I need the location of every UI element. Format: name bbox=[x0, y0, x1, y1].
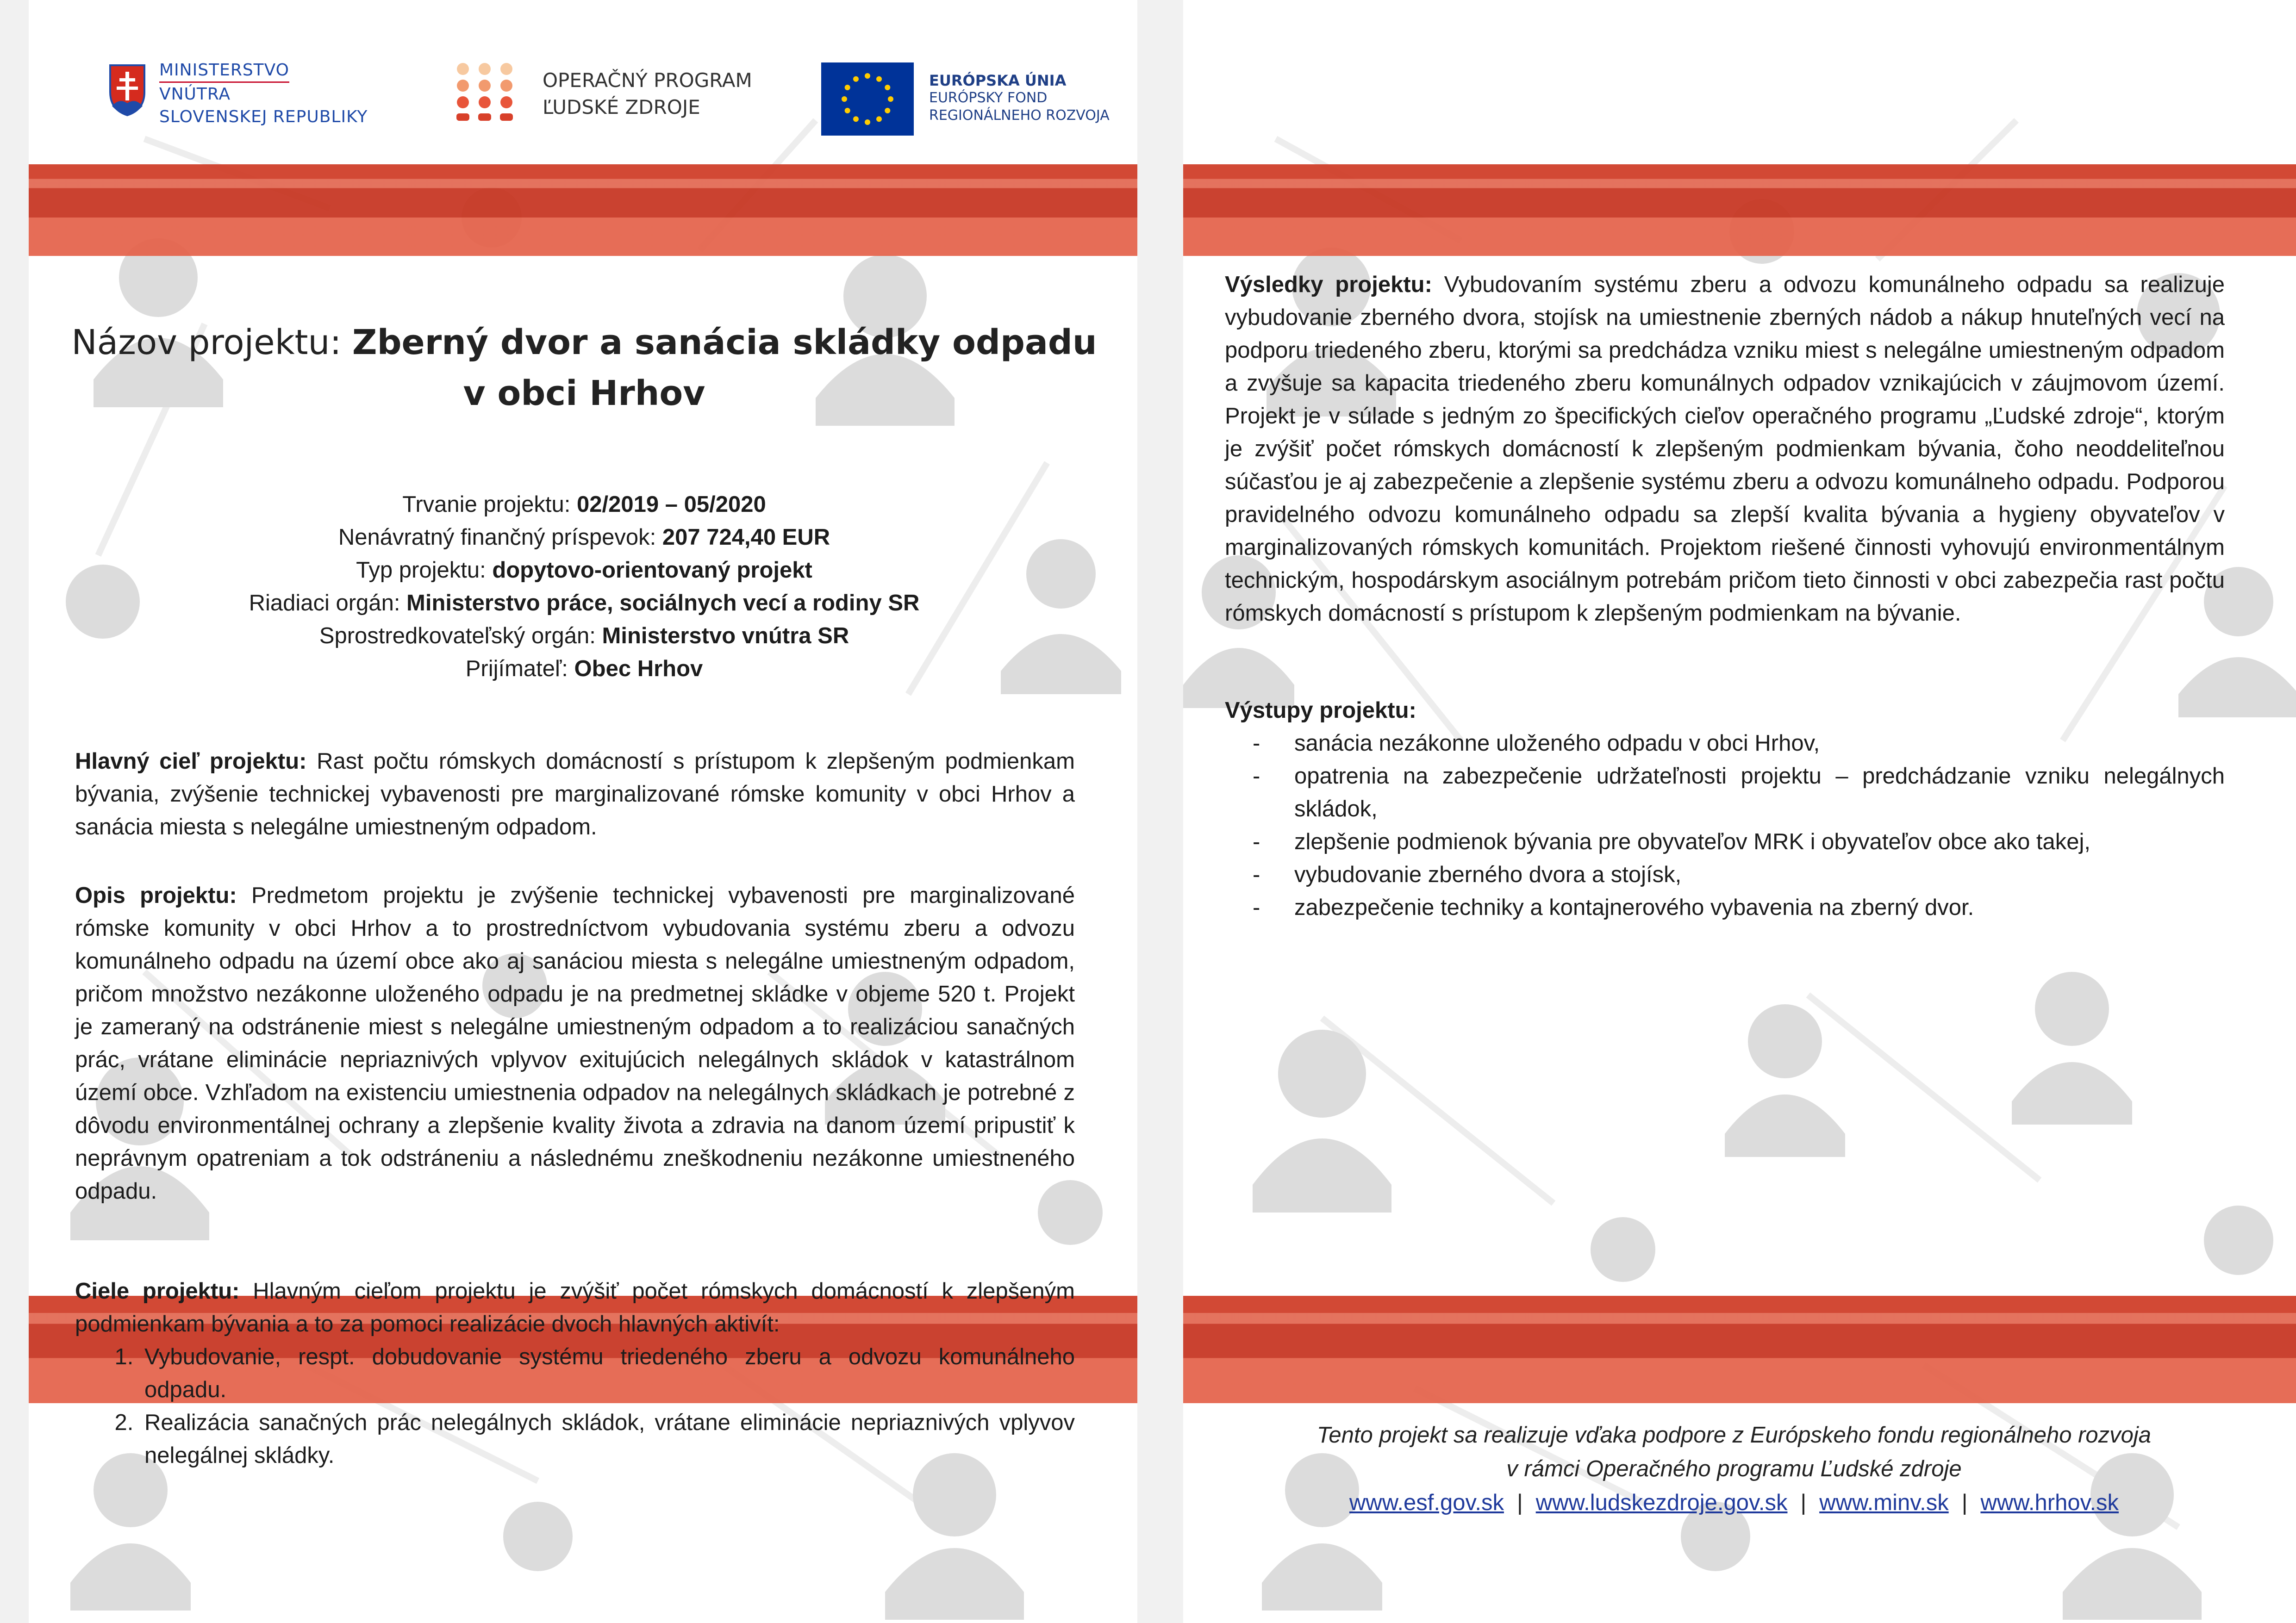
eu-star-icon bbox=[845, 108, 850, 113]
eu-star-icon bbox=[853, 116, 859, 122]
flyer-page-left bbox=[29, 0, 1137, 1623]
main-goal-section: Hlavný cieľ projektu: Rast počtu rómskych domácností s prístupom k zlepšeným podmienkam bývania, zvýšenie technickej vybavenosti pre marginalizované rómske komunity v obci Hrhov a sanácia miesta s nelegálne umiestneným odpadom. bbox=[75, 749, 1075, 839]
eu-star-icon bbox=[888, 96, 893, 102]
aims-section: Ciele projektu: Hlavným cieľom projektu je zvýšiť počet rómskych domácností k zlepšeným podmienkam bývania a to za pomoci realizácie dvoch hlavných aktivít: 1. Vybudovanie, respt. dobudovanie systému triedeného zberu a odvozu komunálneho odpadu. 2. Realizácia sanačných prác nelegálnych skládok, vrátane eliminácie nepriaznivých vplyvov nelegálnej skládky. bbox=[75, 1275, 1075, 1472]
eu-star-icon bbox=[885, 85, 890, 90]
eu-star-icon bbox=[885, 108, 890, 113]
operational-programme-dots-icon bbox=[455, 62, 515, 124]
eu-flag-icon bbox=[821, 62, 914, 136]
list-item: - vybudovanie zberného dvora a stojísk, bbox=[1294, 858, 2225, 891]
list-item: - zlepšenie podmienok bývania pre obyvateľov MRK i obyvateľov obce ako takej, bbox=[1294, 826, 2225, 858]
meta-recipient: Prijímateľ: Obec Hrhov bbox=[465, 656, 703, 681]
right-page-content bbox=[1183, 0, 2296, 1623]
list-item: 1. Vybudovanie, respt. dobudovanie systému triedeného zberu a odvozu komunálneho odpadu. bbox=[140, 1341, 1075, 1406]
eu-star-icon bbox=[865, 119, 870, 125]
footer-links: www.esf.gov.sk | www.ludskezdroje.gov.sk | www.minv.sk | www.hrhov.sk bbox=[1349, 1490, 2119, 1515]
header-logos bbox=[29, 58, 1137, 143]
eu-star-icon bbox=[876, 116, 882, 122]
slovak-coat-of-arms-icon bbox=[108, 63, 146, 117]
eu-fund-logo-text: EURÓPSKA ÚNIA EURÓPSKY FOND REGIONÁLNEHO ROZVOJA bbox=[929, 72, 1110, 124]
eu-star-icon bbox=[842, 96, 847, 102]
meta-intermediate-body: Sprostredkovateľský orgán: Ministerstvo vnútra SR bbox=[319, 623, 849, 648]
meta-managing-authority: Riadiaci orgán: Ministerstvo práce, sociálnych vecí a rodiny SR bbox=[249, 591, 920, 616]
funding-footer: Tento projekt sa realizuje vďaka podpore z Európskeho fondu regionálneho rozvoja v rámci Operačného programu Ľudské zdroje www.esf.gov.sk | www.ludskezdroje.gov.sk | www.minv.sk | www.hrhov.sk bbox=[1220, 1418, 2248, 1520]
link-minv[interactable]: www.minv.sk bbox=[1819, 1490, 1949, 1515]
list-item: - opatrenia na zabezpečenie udržateľnosti projektu – predchádzanie vzniku nelegálnych skládok, bbox=[1294, 760, 2225, 826]
flyer-page-right bbox=[1183, 0, 2296, 1623]
operational-programme-logo-text: OPERAČNÝ PROGRAM ĽUDSKÉ ZDROJE bbox=[543, 69, 752, 118]
results-section: Výsledky projektu: Vybudovaním systému zberu a odvozu komunálneho odpadu sa realizuje vybudovanie zberného dvora, stojísk na umiestnenie zberných nádob a nákup hnuteľných vecí na podporu triedeného zberu, ktorými sa predchádza vzniku miest s nelegálne umiestneným odpadom a zvyšuje sa kapacita triedeného zberu komunálnych odpadov vznikajúcich v záujmovom území. Projekt je v súlade s jedným zo špecifických cieľov operačného programu „Ľudské zdroje“, ktorým je zvýšiť počet rómskych domácností k zlepšeným podmienkam bývania, čoho neoddeliteľnou súčasťou je aj zabezpečenie a zlepšenie systému zberu a odvozu komunálneho odpadu. Podporou pravidelného odvozu komunálneho odpadu sa zlepší kvalita bývania a hygieny obyvateľov v marginalizovaných rómskych komunitách. Projektom riešené činnosti vyhovujú environmentálnym technickým, hospodárskym asociálnym potrebám pričom tieto činnosti v obci zabezpečia rast počtu rómskych domácností s prístupom k zlepšeným podmienkam na bývanie. bbox=[1225, 272, 2225, 626]
list-item: - sanácia nezákonne uloženého odpadu v obci Hrhov, bbox=[1294, 727, 2225, 760]
link-ludskezdroje[interactable]: www.ludskezdroje.gov.sk bbox=[1535, 1490, 1788, 1515]
link-hrhov[interactable]: www.hrhov.sk bbox=[1980, 1490, 2119, 1515]
ministry-logo-text: MINISTERSTVO VNÚTRA SLOVENSKEJ REPUBLIKY bbox=[159, 59, 368, 128]
meta-duration: Trvanie projektu: 02/2019 – 05/2020 bbox=[402, 492, 766, 517]
left-page-content bbox=[29, 0, 1137, 1623]
outputs-section: Výstupy projektu: - sanácia nezákonne uloženého odpadu v obci Hrhov, - opatrenia na zabezpečenie udržateľnosti projektu – predchádzanie vzniku nelegálnych skládok, - zlepšenie podmienok bývania pre obyvateľov MRK i obyvateľov obce ako takej, - vybudovanie zberného dvora a stojísk, - zabezpečenie techniky a kontajnerového vybavenia na zberný dvor. bbox=[1225, 694, 2225, 924]
project-title: Názov projektu: Zberný dvor a sanácia skládky odpadu v obci Hrhov bbox=[71, 323, 1097, 413]
eu-star-icon bbox=[876, 76, 882, 82]
meta-grant: Nenávratný finančný príspevok: 207 724,40 EUR bbox=[338, 525, 830, 550]
list-item: - zabezpečenie techniky a kontajnerového vybavenia na zberný dvor. bbox=[1294, 891, 2225, 924]
link-esf[interactable]: www.esf.gov.sk bbox=[1349, 1490, 1504, 1515]
list-item: 2. Realizácia sanačných prác nelegálnych skládok, vrátane eliminácie nepriaznivých vplyvov nelegálnej skládky. bbox=[140, 1406, 1075, 1472]
outputs-list bbox=[1225, 727, 2225, 924]
meta-type: Typ projektu: dopytovo-orientovaný projekt bbox=[356, 558, 812, 583]
eu-star-icon bbox=[845, 85, 850, 90]
eu-star-icon bbox=[865, 73, 870, 79]
eu-star-icon bbox=[853, 76, 859, 82]
description-section: Opis projektu: Predmetom projektu je zvýšenie technickej vybavenosti pre marginalizované rómske komunity v obci Hrhov a to prostredníctvom vybudovania systému zberu a odvozu komunálneho odpadu na území obce ako aj sanáciou miesta s nelegálne umiestneným odpadom, pričom množstvo nezákonne uloženého odpadu je na predmetnej skládke v objeme 520 t. Projekt je zameraný na odstránenie miest s nelegálne umiestneným odpadom a to realizáciou sanačných prác, vrátane eliminácie nepriaznivých vplyvov exitujúcich nelegálnych skládok v katastrálnom území obce. Vzhľadom na existenciu umiestnenia odpadov na nelegálnych skládkach je potrebné z dôvodu environmentálnej ochrany a zlepšenie kvality života a zdravia na danom území pripustiť k neprávnym opatreniam a tok odstráneniu a následnému zneškodneniu nezákonne umiestneného odpadu. bbox=[75, 883, 1075, 1204]
aims-list bbox=[75, 1341, 1075, 1472]
project-meta bbox=[98, 488, 1070, 685]
